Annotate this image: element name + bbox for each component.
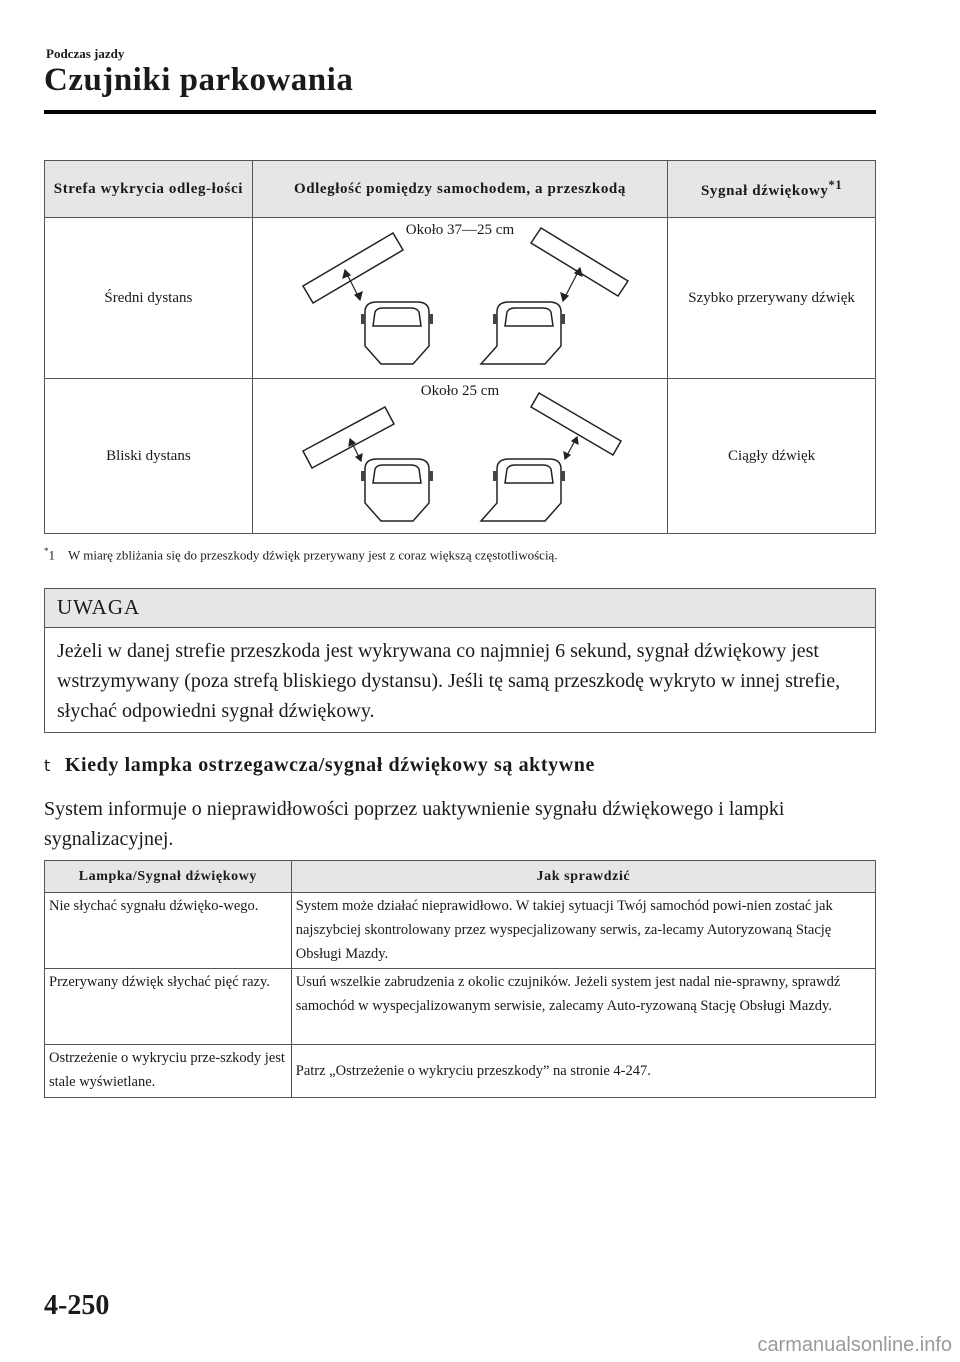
watermark: carmanualsonline.info <box>757 1334 952 1356</box>
subsection-heading <box>44 754 595 777</box>
table-row <box>45 218 876 379</box>
signal-cell: Szybko przerywany dźwięk <box>668 218 876 379</box>
signal-cell: Ciągły dźwięk <box>668 379 876 534</box>
header-signal: Sygnał dźwiękowy$^{*1}$ <box>668 161 876 218</box>
header-indicator: Lampka/Sygnał dźwiękowy <box>45 861 292 893</box>
caution-title: UWAGA <box>45 589 875 628</box>
footnote-number: 1 <box>48 547 55 563</box>
check-cell: Patrz „Ostrzeżenie o wykryciu przeszkody” na stronie 4-247. <box>291 1045 875 1098</box>
indicator-cell: Przerywany dźwięk słychać pięć razy. <box>45 969 292 1045</box>
indicator-check-table <box>44 860 876 1098</box>
bullet-icon: t <box>44 756 51 775</box>
caution-box <box>44 588 876 733</box>
zone-cell: Bliski dystans <box>45 379 253 534</box>
footnote-text: W miarę zbliżania się do przeszkody dźwięk przerywany jest z coraz większą częstotliwością. <box>68 547 558 563</box>
distance-cell <box>252 379 667 534</box>
table-header-row <box>45 161 876 218</box>
indicator-cell: Ostrzeżenie o wykryciu prze-szkody jest stale wyświetlane. <box>45 1045 292 1098</box>
table-row <box>45 1045 876 1098</box>
header-distance: Odległość pomiędzy samochodem, a przeszkodą <box>252 161 667 218</box>
parking-sensor-diagram-close <box>253 379 669 534</box>
distance-label: Około 37—25 cm <box>405 222 515 238</box>
check-cell: System może działać nieprawidłowo. W takiej sytuacji Twój samochód powi-nien zostać jak najszybciej skontrolowany przez wyspecjalizowany serwis, za-lecamy Autoryzowaną Stację Obsługi Mazdy. <box>291 893 875 969</box>
parking-sensor-diagram-medium <box>253 218 669 379</box>
page-title: Czujniki parkowania <box>44 62 354 98</box>
subsection-paragraph: System informuje o nieprawidłowości poprzez uaktywnienie sygnału dźwiękowego i lampki sygnalizacyjnej. <box>44 798 785 850</box>
distance-label: Około 25 cm <box>420 383 500 399</box>
table-row <box>45 969 876 1045</box>
subsection-heading-text: Kiedy lampka ostrzegawcza/sygnał dźwiękowy są aktywne <box>64 754 595 776</box>
distance-cell <box>252 218 667 379</box>
page-number: 4-250 <box>44 1290 110 1321</box>
detection-zone-table <box>44 160 876 534</box>
zone-cell: Średni dystans <box>45 218 253 379</box>
table-row <box>45 893 876 969</box>
header-zone: Strefa wykrycia odleg-łości <box>45 161 253 218</box>
table-header-row <box>45 861 876 893</box>
table-row <box>45 379 876 534</box>
indicator-cell: Nie słychać sygnału dźwięko-wego. <box>45 893 292 969</box>
section-header: Podczas jazdy <box>46 46 125 61</box>
footnote <box>44 546 558 563</box>
header-footnote-mark: *1 <box>828 178 843 192</box>
title-divider <box>44 110 876 114</box>
header-check: Jak sprawdzić <box>291 861 875 893</box>
caution-text: Jeżeli w danej strefie przeszkoda jest wykrywana co najmniej 6 sekund, sygnał dźwiękowy jest wstrzymywany (poza strefą bliskiego dystansu). Jeśli tę samą przeszkodę wykryto w innej strefie, słychać odpowiedni sygnał dźwiękowy. <box>57 640 841 722</box>
check-cell: Usuń wszelkie zabrudzenia z okolic czujników. Jeżeli system jest nadal nie-sprawny, sprawdź samochód w wyspecjalizowanym serwisie, zalecamy Auto-ryzowaną Stację Obsługi Mazdy. <box>291 969 875 1045</box>
footnote-mark: * <box>44 546 49 556</box>
